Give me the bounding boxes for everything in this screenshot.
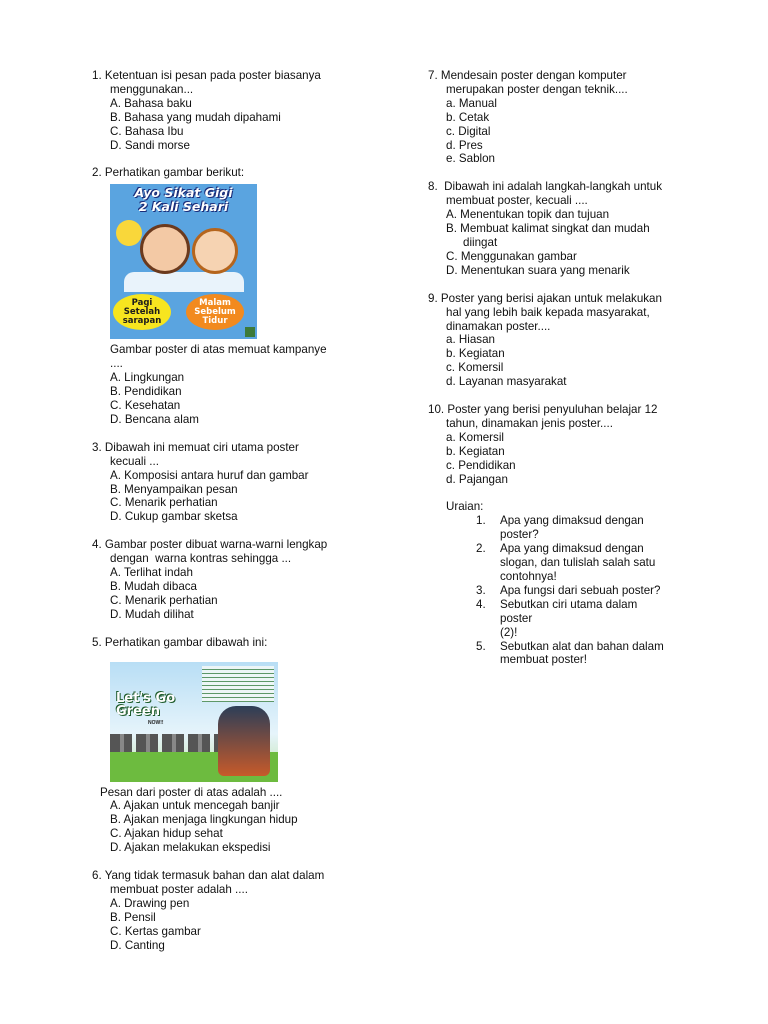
option: D. Bencana alam — [110, 412, 199, 426]
boy-face-illustration — [192, 228, 238, 274]
option: C. Kertas gambar — [110, 924, 201, 938]
question-text: Poster yang berisi ajakan untuk melakukan — [440, 291, 662, 305]
question-text: Pesan dari poster di atas adalah .... — [100, 785, 283, 799]
option: A. Ajakan untuk mencegah banjir — [110, 799, 280, 813]
question-text: Gambar poster di atas memuat kampanye — [110, 343, 327, 357]
option: A. Komposisi antara huruf dan gambar — [110, 468, 309, 482]
option: d. Pajangan — [446, 472, 508, 486]
option: C. Menggunakan gambar — [446, 249, 577, 263]
question-6 — [92, 869, 392, 952]
night-bubble: Malam Sebelum Tidur — [186, 294, 244, 330]
option: A. Terlihat indah — [110, 566, 193, 580]
option: D. Menentukan suara yang menarik — [446, 263, 630, 277]
question-text: Ketentuan isi pesan pada poster biasanya — [104, 69, 321, 82]
question-number: 1. — [92, 69, 102, 82]
option: e. Sablon — [446, 152, 495, 166]
question-text: merupakan poster dengan teknik.... — [446, 82, 628, 96]
option: a. Komersil — [446, 430, 504, 444]
question-text: dinamakan poster.... — [446, 319, 551, 333]
sink-shape — [124, 272, 244, 292]
option: D. Ajakan melakukan ekspedisi — [110, 841, 271, 855]
essay-item: 2. Apa yang dimaksud dengan slogan, dan tulislah salah satu contohnya! — [476, 542, 656, 583]
option: C. Menarik perhatian — [110, 496, 218, 510]
question-text: Perhatikan gambar dibawah ini: — [101, 635, 268, 649]
option: B. Pendidikan — [110, 385, 182, 399]
option: C. Bahasa Ibu — [110, 124, 184, 138]
option: D. Cukup gambar sketsa — [110, 510, 238, 524]
question-2 — [92, 166, 392, 426]
question-number: 4. — [92, 538, 102, 552]
question-text: hal yang lebih baik kepada masyarakat, — [446, 305, 650, 319]
question-1 — [92, 69, 392, 152]
question-text: Yang tidak termasuk bahan dan alat dalam — [104, 869, 325, 883]
option: C. Kesehatan — [110, 398, 181, 412]
question-text: .... — [110, 357, 123, 371]
question-text: tahun, dinamakan jenis poster.... — [446, 416, 613, 430]
section-heading: Uraian: — [446, 500, 484, 514]
option: b. Kegiatan — [446, 444, 505, 458]
essay-item: 3. Apa fungsi dari sebuah poster? — [476, 583, 661, 597]
option: B. Pensil — [110, 910, 156, 924]
option: d. Pres — [446, 138, 483, 152]
question-text: Dibawah ini memuat ciri utama poster — [104, 440, 299, 454]
question-number: 6. — [92, 869, 102, 883]
question-number: 2. — [92, 166, 102, 180]
option: A. Bahasa baku — [110, 96, 192, 110]
option: d. Layanan masyarakat — [446, 375, 567, 389]
question-text: membuat poster, kecuali .... — [446, 194, 588, 208]
option: B. Bahasa yang mudah dipahami — [110, 110, 281, 124]
question-10 — [428, 403, 728, 486]
question-text: dengan warna kontras sehingga ... — [110, 552, 292, 566]
option: B. Ajakan menjaga lingkungan hidup — [110, 813, 298, 827]
question-text: Gambar poster dibuat warna-warni lengkap — [104, 538, 328, 552]
question-text: Dibawah ini adalah langkah-langkah untuk — [440, 180, 662, 194]
option: C. Ajakan hidup sehat — [110, 827, 223, 841]
question-number: 3. — [92, 440, 102, 454]
question-text: menggunakan... — [110, 82, 194, 96]
option: c. Digital — [446, 124, 491, 138]
girl-face-illustration — [140, 224, 190, 274]
toothbrush-poster-image — [110, 184, 257, 339]
question-8 — [428, 180, 728, 277]
morning-bubble: Pagi Setelah sarapan — [113, 294, 171, 330]
option: c. Pendidikan — [446, 458, 516, 472]
sun-icon — [116, 220, 142, 246]
question-text: Mendesain poster dengan komputer — [440, 69, 627, 82]
option: D. Canting — [110, 938, 165, 952]
question-5 — [92, 636, 392, 855]
essay-item: 5. Sebutkan alat dan bahan dalam membuat poster! — [476, 639, 664, 667]
option: A. Lingkungan — [110, 371, 185, 385]
logo-icon — [245, 327, 255, 337]
poster-title: Ayo Sikat Gigi 2 Kali Sehari — [134, 185, 233, 215]
option: b. Cetak — [446, 110, 490, 124]
question-number: 7. — [428, 69, 438, 82]
essay-section — [428, 500, 728, 667]
option: b. Kegiatan — [446, 347, 505, 361]
question-text: membuat poster adalah .... — [110, 883, 248, 896]
option: B. Mudah dibaca — [110, 579, 198, 593]
option: a. Hiasan — [446, 333, 495, 347]
question-number: 8. — [428, 180, 438, 194]
option: B. Menyampaikan pesan — [110, 482, 238, 496]
question-3 — [92, 441, 392, 524]
option: D. Mudah dilihat — [110, 607, 194, 621]
poster-title: Let's Go Green — [116, 690, 176, 719]
go-green-poster-image — [110, 662, 278, 782]
option: c. Komersil — [446, 361, 504, 375]
question-text: Poster yang berisi penyuluhan belajar 12 — [447, 403, 658, 417]
option: a. Manual — [446, 96, 497, 110]
poster-subtitle: NOW!! — [148, 719, 164, 726]
question-number: 10. — [428, 403, 445, 417]
question-7 — [428, 69, 728, 166]
essay-item: 4. Sebutkan ciri utama dalam poster (2)! — [476, 597, 638, 639]
option-continuation: diingat — [463, 235, 498, 249]
option: D. Sandi morse — [110, 138, 190, 152]
poster-text-block — [202, 666, 274, 702]
children-illustration — [218, 706, 270, 776]
question-text: kecuali ... — [110, 454, 159, 468]
question-4 — [92, 538, 392, 621]
city-silhouette — [110, 734, 230, 754]
left-column — [92, 69, 392, 953]
question-9 — [428, 292, 728, 389]
option: A. Drawing pen — [110, 896, 190, 910]
option: C. Menarik perhatian — [110, 593, 218, 607]
question-text: Perhatikan gambar berikut: — [104, 166, 245, 180]
question-number: 5. — [92, 635, 102, 649]
option: B. Membuat kalimat singkat dan mudah — [446, 222, 650, 236]
option: A. Menentukan topik dan tujuan — [446, 208, 610, 222]
right-column — [428, 69, 728, 667]
question-number: 9. — [428, 291, 438, 305]
essay-item: 1. Apa yang dimaksud dengan poster? — [476, 514, 644, 542]
